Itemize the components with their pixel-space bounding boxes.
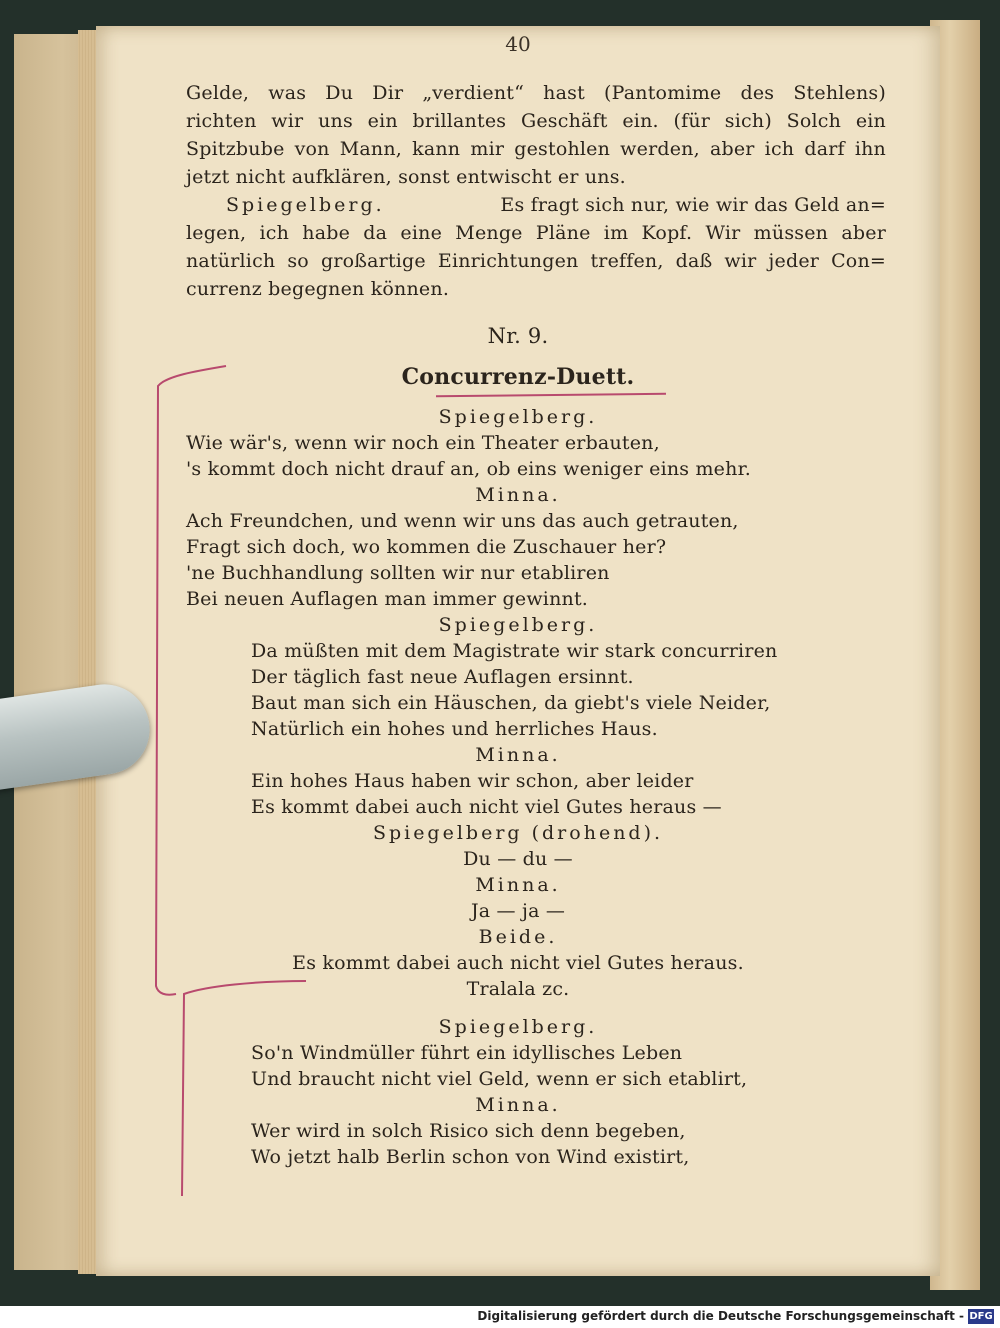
speaker-name: Spiegelberg. [438, 614, 598, 636]
verse-line: Fragt sich doch, wo kommen die Zuschauer her? [186, 536, 667, 558]
speaker-name: Minna. [475, 874, 561, 896]
speaker-name: Spiegelberg. [438, 406, 598, 428]
song-title: Concurrenz-Duett. [401, 364, 635, 390]
speaker-name: Spiegelberg. [226, 194, 385, 216]
speaker-name: Spiegelberg (drohend). [372, 822, 664, 844]
text-line: natürlich so großartige Einrichtungen treffen, daß wir jeder Con= [186, 250, 886, 272]
text-line: Es fragt sich nur, wie wir das Geld an= [500, 194, 886, 216]
dfg-logo: DFG [969, 1311, 993, 1322]
verse-line: Baut man sich ein Häuschen, da giebt's viele Neider, [251, 692, 771, 714]
footer-credit: Digitalisierung gefördert durch die Deutsche Forschungsgemeinschaft - [477, 1309, 964, 1323]
number-heading: Nr. 9. [487, 324, 549, 348]
pencil-bracket-lower [182, 981, 306, 1196]
verse-line: Es kommt dabei auch nicht viel Gutes heraus. [292, 952, 744, 974]
speaker-name: Minna. [475, 484, 561, 506]
page-number: 40 [505, 32, 531, 56]
verse-line: Es kommt dabei auch nicht viel Gutes heraus — [251, 796, 722, 818]
speaker-name: Minna. [475, 1094, 561, 1116]
verse-line: Bei neuen Auflagen man immer gewinnt. [186, 588, 589, 610]
text-line: richten wir uns ein brillantes Geschäft ein. (für sich) Solch ein [186, 110, 886, 132]
verse-line: Natürlich ein hohes und herrliches Haus. [251, 718, 658, 740]
text-line: legen, ich habe da eine Menge Pläne im Kopf. Wir müssen aber [186, 222, 886, 244]
verse-line: Wie wär's, wenn wir noch ein Theater erbauten, [186, 432, 660, 454]
footer-bar [0, 1306, 1000, 1328]
text-line: currenz begegnen können. [186, 278, 450, 300]
verse-line: Ach Freundchen, und wenn wir uns das auch getrauten, [186, 510, 739, 532]
verse-line: Du — du — [463, 848, 573, 870]
verse-line: 's kommt doch nicht drauf an, ob eins weniger eins mehr. [186, 458, 752, 480]
verse-line: Tralala zc. [466, 978, 570, 1000]
verse-line: Wo jetzt halb Berlin schon von Wind existirt, [251, 1146, 690, 1168]
speaker-name: Beide. [478, 926, 558, 948]
verse-line: Der täglich fast neue Auflagen ersinnt. [251, 666, 634, 688]
verse-line: Da müßten mit dem Magistrate wir stark concurriren [251, 640, 778, 662]
text-line: jetzt nicht aufklären, sonst entwischt er uns. [186, 166, 626, 188]
speaker-name: Spiegelberg. [438, 1016, 598, 1038]
verse-line: Wer wird in solch Risico sich denn begeben, [251, 1120, 686, 1142]
verse-line: Ein hohes Haus haben wir schon, aber leider [251, 770, 694, 792]
book-page [96, 26, 940, 1276]
text-line: Gelde, was Du Dir „verdient“ hast (Pantomime des Stehlens) [186, 82, 886, 104]
text-line: Spitzbube von Mann, kann mir gestohlen werden, aber ich darf ihn [186, 138, 886, 160]
verse-line: So'n Windmüller führt ein idyllisches Leben [251, 1042, 683, 1064]
pencil-bracket-marks [96, 26, 940, 1276]
verse-line: 'ne Buchhandlung sollten wir nur etabliren [186, 562, 610, 584]
verse-line: Ja — ja — [470, 900, 566, 922]
speaker-name: Minna. [475, 744, 561, 766]
pencil-bracket-upper [156, 366, 226, 995]
verse-line: Und braucht nicht viel Geld, wenn er sich etablirt, [251, 1068, 748, 1090]
